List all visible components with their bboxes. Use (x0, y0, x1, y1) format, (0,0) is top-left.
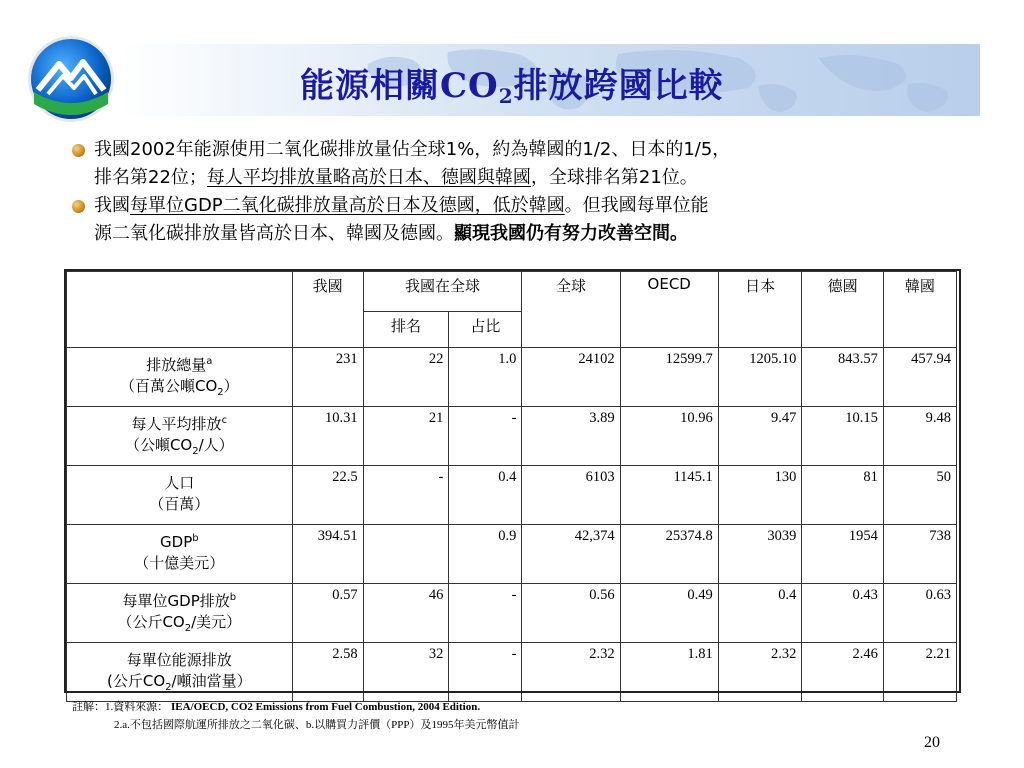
table-cell: 22 (363, 348, 449, 407)
table-row (67, 643, 957, 702)
table-cell: 1.0 (449, 348, 522, 407)
table-cell: 81 (802, 466, 883, 525)
header-blank (67, 272, 293, 348)
table-row (67, 407, 957, 466)
table-row (67, 348, 957, 407)
bullet-item (70, 136, 990, 192)
header-global: 我國在全球 (363, 272, 522, 312)
header-germany: 德國 (802, 272, 883, 348)
organization-logo (26, 34, 116, 124)
table-cell: 2.32 (522, 643, 620, 702)
bullet-item (70, 192, 990, 248)
row-label: 排放總量$^a$ （百萬公噸$CO_2$） (67, 348, 293, 407)
table-cell: 3.89 (522, 407, 620, 466)
table-cell: 42,374 (522, 525, 620, 584)
row-label: 每單位GDP排放$^b$ （公斤$CO_2/$美元） (67, 584, 293, 643)
row-label: 人口 （百萬） (67, 466, 293, 525)
table-cell: 231 (292, 348, 363, 407)
table-cell: 0.63 (883, 584, 956, 643)
table-cell: 394.51 (292, 525, 363, 584)
header-korea: 韓國 (883, 272, 956, 348)
table-cell: - (449, 407, 522, 466)
table-row (67, 525, 957, 584)
table-cell: 25374.8 (620, 525, 718, 584)
header-rank: 排名 (363, 312, 449, 348)
table-cell: 6103 (522, 466, 620, 525)
table-cell: 0.4 (718, 584, 802, 643)
row-label: 每人平均排放$^c$ （公噸$CO_2/$人） (67, 407, 293, 466)
table-cell: 21 (363, 407, 449, 466)
bullet-text: 源二氧化碳排放量皆高於日本、韓國及德國。顯現我國仍有努力改善空間。 (94, 223, 688, 244)
header-world: 全球 (522, 272, 620, 348)
header-oecd: OECD (620, 272, 718, 348)
header-japan: 日本 (718, 272, 802, 348)
table-cell: 2.46 (802, 643, 883, 702)
table-cell: 22.5 (292, 466, 363, 525)
table-cell: 843.57 (802, 348, 883, 407)
table-row (67, 466, 957, 525)
header-share: 占比 (449, 312, 522, 348)
table-cell: 9.47 (718, 407, 802, 466)
table-cell: 1205.10 (718, 348, 802, 407)
table-cell: 0.4 (449, 466, 522, 525)
table-cell: - (363, 466, 449, 525)
table-cell: 130 (718, 466, 802, 525)
bullet-dot-icon (72, 144, 85, 157)
table-cell: 3039 (718, 525, 802, 584)
bullet-dot-icon (72, 200, 85, 213)
table-cell: 1.81 (620, 643, 718, 702)
table-cell: 0.49 (620, 584, 718, 643)
table-cell: 2.58 (292, 643, 363, 702)
table-cell: 2.32 (718, 643, 802, 702)
table-cell: - (449, 584, 522, 643)
table-cell: 32 (363, 643, 449, 702)
table-cell: 10.96 (620, 407, 718, 466)
table-cell: 9.48 (883, 407, 956, 466)
table-cell: 10.15 (802, 407, 883, 466)
table-cell: 457.94 (883, 348, 956, 407)
table-cell: 2.21 (883, 643, 956, 702)
table-cell: 0.9 (449, 525, 522, 584)
table-cell: 12599.7 (620, 348, 718, 407)
footnote-source: 註解：1.資料來源： IEA/OECD, CO2 Emissions from Fuel Combustion, 2004 Edition. (72, 701, 481, 713)
row-label: 每單位能源排放 (公斤$CO_2/$噸油當量） (67, 643, 293, 702)
bullet-text: 我國每單位GDP二氧化碳排放量高於日本及德國，低於韓國。但我國每單位能 (94, 195, 709, 216)
summary-bullets (70, 136, 990, 248)
bullet-text: 我國2002年能源使用二氧化碳排放量佔全球1%，約為韓國的1/2、日本的1/5， (94, 139, 731, 160)
table-cell (363, 525, 449, 584)
table-cell: 738 (883, 525, 956, 584)
table-cell: - (449, 643, 522, 702)
table-cell: 1145.1 (620, 466, 718, 525)
bullet-text: 排名第22位；每人平均排放量略高於日本、德國與韓國，全球排名第21位。 (94, 167, 698, 188)
table-cell: 24102 (522, 348, 620, 407)
table-cell: 46 (363, 584, 449, 643)
table-cell: 0.43 (802, 584, 883, 643)
table-cell: 10.31 (292, 407, 363, 466)
table-cell: 0.56 (522, 584, 620, 643)
emissions-comparison-table (66, 271, 957, 702)
table-cell: 0.57 (292, 584, 363, 643)
page-number: 20 (924, 734, 940, 751)
footnote-definitions: 2.a.不包括國際航運所排放之二氧化碳、b.以購買力評價（PPP）及1995年美元幣值計 (114, 719, 520, 731)
page-title: 能源相關$CO_2$排放跨國比較 (300, 66, 724, 108)
table-cell: 1954 (802, 525, 883, 584)
header-country: 我國 (292, 272, 363, 348)
row-label: GDP$^b$ （十億美元） (67, 525, 293, 584)
table-row (67, 584, 957, 643)
table-cell: 50 (883, 466, 956, 525)
